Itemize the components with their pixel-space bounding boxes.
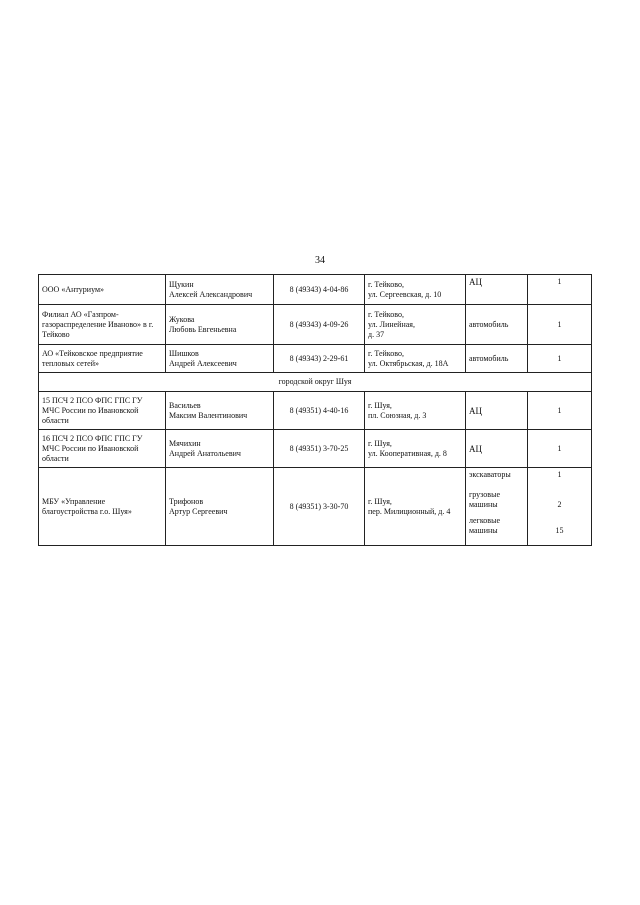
phone-cell: 8 (49343) 4-04-86	[274, 275, 365, 305]
table-row	[39, 345, 592, 373]
qty-cell: 1	[528, 345, 592, 373]
qty-cell: 1	[528, 430, 592, 468]
address-cell: г. Шуя, пер. Милиционный, д. 4	[365, 468, 466, 546]
phone-cell: 8 (49343) 4-09-26	[274, 305, 365, 345]
address-cell: г. Шуя, пл. Союзная, д. 3	[365, 392, 466, 430]
org-cell: ООО «Антуриум»	[39, 275, 166, 305]
equipment-item: легковые машины	[469, 516, 501, 535]
address-cell: г. Тейково, ул. Октябрьская, д. 18А	[365, 345, 466, 373]
section-title: городской округ Шуя	[39, 373, 592, 392]
vehicle-cell: АЦ	[466, 430, 528, 468]
person-cell: Шишков Андрей Алексеевич	[166, 345, 274, 373]
org-cell: АО «Тейковское предприятие тепловых сетей»	[39, 345, 166, 373]
phone-cell: 8 (49351) 3-30-70	[274, 468, 365, 546]
address-cell: г. Шуя, ул. Кооперативная, д. 8	[365, 430, 466, 468]
org-cell: Филиал АО «Газпром-газораспределение Иваново» в г. Тейково	[39, 305, 166, 345]
phone-cell: 8 (49343) 2-29-61	[274, 345, 365, 373]
person-cell: Мячихин Андрей Анатольевич	[166, 430, 274, 468]
section-row	[39, 373, 592, 392]
contacts-table	[38, 274, 592, 546]
vehicle-cell: АЦ	[466, 392, 528, 430]
page-number: 34	[315, 255, 325, 266]
table-row	[39, 305, 592, 345]
org-cell: МБУ «Управление благоустройства г.о. Шуя»	[39, 468, 166, 546]
equipment-qty: 2	[557, 500, 562, 509]
org-cell: 15 ПСЧ 2 ПСО ФПС ГПС ГУ МЧС России по Ивановской области	[39, 392, 166, 430]
equipment-item: грузовые машины	[469, 490, 500, 509]
vehicle-cell: АЦ	[466, 275, 528, 305]
table-row	[39, 392, 592, 430]
qty-cell: 1	[528, 392, 592, 430]
vehicle-cell: автомобиль	[466, 345, 528, 373]
qty-cell: 1	[528, 275, 592, 305]
equipment-qty: 1	[557, 470, 562, 479]
person-cell: Жукова Любовь Евгеньевна	[166, 305, 274, 345]
vehicle-cell: автомобиль	[466, 305, 528, 345]
org-cell: 16 ПСЧ 2 ПСО ФПС ГПС ГУ МЧС России по Ивановской области	[39, 430, 166, 468]
phone-cell: 8 (49351) 4-40-16	[274, 392, 365, 430]
qty-cell: 1	[528, 305, 592, 345]
vehicle-cell	[466, 468, 528, 546]
person-cell: Трифонов Артур Сергеевич	[166, 468, 274, 546]
equipment-item: экскаваторы	[469, 470, 511, 479]
person-cell: Васильев Максим Валентинович	[166, 392, 274, 430]
table-row	[39, 275, 592, 305]
person-cell: Щукин Алексей Александрович	[166, 275, 274, 305]
phone-cell: 8 (49351) 3-70-25	[274, 430, 365, 468]
address-cell: г. Тейково, ул. Линейная, д. 37	[365, 305, 466, 345]
equipment-qty: 15	[555, 526, 564, 535]
qty-cell	[528, 468, 592, 546]
address-cell: г. Тейково, ул. Сергеевская, д. 10	[365, 275, 466, 305]
table-row	[39, 468, 592, 546]
table-row	[39, 430, 592, 468]
